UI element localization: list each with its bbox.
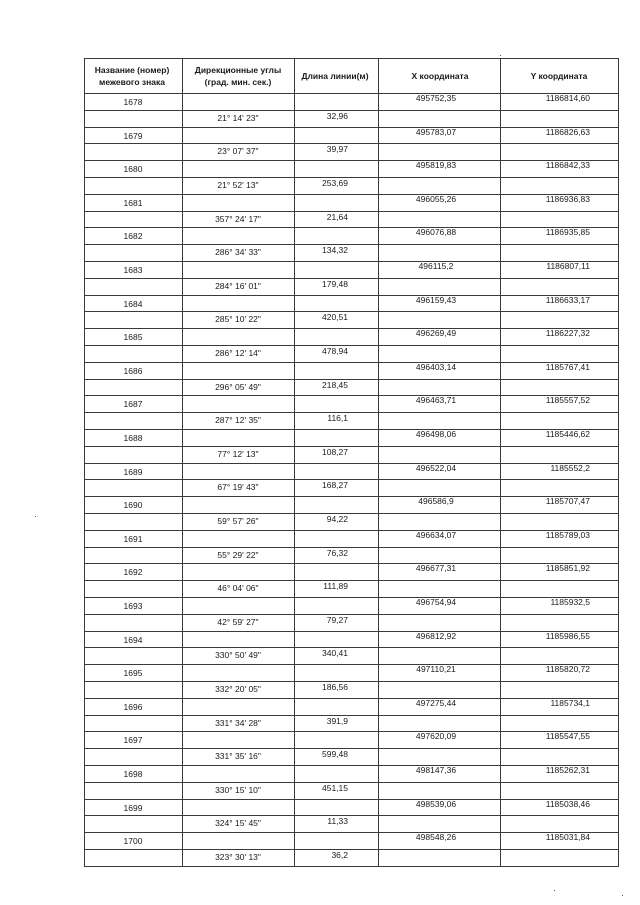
x-coordinate: 496812,92 (415, 631, 457, 641)
direction-angle: 21° 52' 13" (217, 180, 259, 190)
row-divider (84, 715, 619, 716)
y-coordinate: 1185734,1 (550, 698, 590, 708)
y-coordinate: 1186936,83 (545, 194, 590, 204)
x-coordinate: 498548,26 (415, 832, 457, 842)
line-length: 36,2 (331, 850, 348, 860)
point-name: 1687 (123, 399, 143, 409)
y-coordinate: 1186807,11 (546, 261, 590, 271)
direction-angle: 286° 12' 14" (215, 348, 261, 358)
row-divider (84, 211, 619, 212)
y-coordinate: 1185446,62 (545, 429, 590, 439)
y-coordinate: 1185767,41 (545, 362, 590, 372)
line-length: 79,27 (326, 615, 348, 625)
point-name: 1690 (123, 500, 143, 510)
line-length: 116,1 (327, 413, 348, 423)
point-name: 1699 (123, 803, 143, 813)
point-name: 1694 (123, 635, 143, 645)
x-coordinate: 495819,83 (415, 160, 457, 170)
point-name: 1689 (123, 467, 143, 477)
line-length: 186,56 (322, 682, 348, 692)
x-coordinate: 498147,36 (415, 765, 457, 775)
direction-angle: 77° 12' 13" (217, 449, 259, 459)
direction-angle: 23° 07' 37" (217, 146, 259, 156)
row-divider (84, 647, 619, 648)
x-coordinate: 497110,21 (416, 664, 456, 674)
point-name: 1684 (123, 299, 143, 309)
row-divider (84, 547, 619, 548)
point-name: 1682 (123, 231, 143, 241)
row-divider (84, 815, 619, 816)
direction-angle: 330° 15' 10" (215, 785, 261, 795)
x-coordinate: 495783,07 (415, 127, 457, 137)
line-length: 111,89 (323, 581, 348, 591)
scan-speck (500, 55, 501, 56)
line-length: 21,64 (326, 212, 348, 222)
row-divider (84, 177, 619, 178)
line-length: 134,32 (322, 245, 348, 255)
point-name: 1685 (123, 332, 143, 342)
point-name: 1680 (123, 164, 143, 174)
header-angle: Дирекционные углы (град. мин. сек.) (194, 65, 282, 87)
y-coordinate: 1185557,52 (545, 395, 590, 405)
row-divider (84, 782, 619, 783)
y-coordinate: 1186227,32 (545, 328, 590, 338)
point-name: 1700 (123, 836, 143, 846)
direction-angle: 286° 34' 33" (215, 247, 261, 257)
line-length: 253,69 (322, 178, 348, 188)
x-coordinate: 496403,14 (415, 362, 457, 372)
y-coordinate: 1186935,85 (545, 227, 590, 237)
point-name: 1693 (123, 601, 143, 611)
line-length: 76,32 (326, 548, 348, 558)
row-divider (84, 379, 619, 380)
point-name: 1686 (123, 366, 143, 376)
x-coordinate: 496115,2 (418, 261, 454, 271)
line-length: 218,45 (322, 380, 348, 390)
row-divider (84, 849, 619, 850)
x-coordinate: 495752,35 (415, 93, 457, 103)
x-coordinate: 496522,04 (415, 463, 457, 473)
scan-speck (554, 890, 555, 891)
direction-angle: 357° 24' 17" (215, 214, 261, 224)
line-length: 478,94 (322, 346, 348, 356)
scan-speck (35, 516, 36, 517)
point-name: 1691 (123, 534, 143, 544)
point-name: 1681 (123, 198, 143, 208)
x-coordinate: 496269,49 (415, 328, 457, 338)
y-coordinate: 1186826,63 (545, 127, 590, 137)
y-coordinate: 1185986,55 (545, 631, 590, 641)
line-length: 599,48 (322, 749, 348, 759)
line-length: 94,22 (326, 514, 348, 524)
y-coordinate: 1185552,2 (550, 463, 590, 473)
direction-angle: 323° 30' 13" (215, 852, 261, 862)
line-length: 108,27 (322, 447, 348, 457)
line-length: 340,41 (322, 648, 348, 658)
y-coordinate: 1185031,84 (545, 832, 590, 842)
direction-angle: 332° 20' 05" (215, 684, 261, 694)
y-coordinate: 1185547,55 (545, 731, 590, 741)
x-coordinate: 496076,88 (415, 227, 457, 237)
x-coordinate: 496754,94 (415, 597, 457, 607)
row-divider (84, 446, 619, 447)
direction-angle: 296° 05' 49" (215, 382, 261, 392)
y-coordinate: 1185789,03 (545, 530, 590, 540)
x-coordinate: 496159,43 (415, 295, 457, 305)
point-name: 1688 (123, 433, 143, 443)
direction-angle: 331° 34' 28" (215, 718, 261, 728)
line-length: 11,33 (327, 816, 348, 826)
direction-angle: 330° 50' 49" (215, 650, 261, 660)
line-length: 420,51 (322, 312, 348, 322)
row-divider (84, 866, 619, 867)
line-length: 168,27 (322, 480, 348, 490)
x-coordinate: 498539,06 (415, 799, 457, 809)
y-coordinate: 1185038,46 (545, 799, 590, 809)
header-name: Название (номер) межевого знака (94, 65, 170, 87)
direction-angle: 59° 57' 26" (217, 516, 259, 526)
row-divider (84, 748, 619, 749)
row-divider (84, 580, 619, 581)
row-divider (84, 244, 619, 245)
y-coordinate: 1186633,17 (545, 295, 590, 305)
x-coordinate: 496677,31 (415, 563, 457, 573)
header-y: Y координата (530, 71, 588, 81)
x-coordinate: 496055,26 (415, 194, 457, 204)
x-coordinate: 497275,44 (415, 698, 457, 708)
point-name: 1698 (123, 769, 143, 779)
x-coordinate: 496586,9 (418, 496, 454, 506)
direction-angle: 284° 16' 01" (215, 281, 261, 291)
line-length: 451,15 (322, 783, 348, 793)
row-divider (84, 345, 619, 346)
y-coordinate: 1185262,31 (545, 765, 590, 775)
point-name: 1695 (123, 668, 143, 678)
scan-speck (622, 895, 623, 896)
row-divider (84, 412, 619, 413)
direction-angle: 46° 04' 06" (217, 583, 259, 593)
line-length: 391,9 (326, 716, 348, 726)
point-name: 1697 (123, 735, 143, 745)
y-coordinate: 1186842,33 (545, 160, 590, 170)
line-length: 179,48 (322, 279, 348, 289)
direction-angle: 331° 35' 16" (215, 751, 261, 761)
point-name: 1692 (123, 567, 143, 577)
point-name: 1683 (123, 265, 143, 275)
direction-angle: 42° 59' 27" (217, 617, 259, 627)
x-coordinate: 497620,09 (415, 731, 457, 741)
point-name: 1678 (123, 97, 143, 107)
header-x: X координата (411, 71, 469, 81)
row-divider (84, 681, 619, 682)
row-divider (84, 278, 619, 279)
x-coordinate: 496634,07 (415, 530, 457, 540)
y-coordinate: 1186814,60 (545, 93, 590, 103)
line-length: 39,97 (326, 144, 348, 154)
y-coordinate: 1185707,47 (545, 496, 590, 506)
x-coordinate: 496498,06 (415, 429, 457, 439)
direction-angle: 324° 15' 45" (215, 818, 261, 828)
y-coordinate: 1185932,5 (550, 597, 590, 607)
line-length: 32,96 (326, 111, 348, 121)
row-divider (84, 110, 619, 111)
direction-angle: 285° 10' 22" (215, 314, 261, 324)
point-name: 1679 (123, 131, 143, 141)
direction-angle: 67° 19' 43" (217, 482, 259, 492)
y-coordinate: 1185851,92 (545, 563, 590, 573)
y-coordinate: 1185820,72 (545, 664, 590, 674)
direction-angle: 287° 12' 35" (215, 415, 261, 425)
row-divider (84, 311, 619, 312)
row-divider (84, 479, 619, 480)
direction-angle: 55° 29' 22" (217, 550, 259, 560)
header-length: Длина линии(м) (301, 71, 369, 81)
point-name: 1696 (123, 702, 143, 712)
row-divider (84, 58, 619, 59)
direction-angle: 21° 14' 23" (217, 113, 259, 123)
row-divider (84, 513, 619, 514)
row-divider (84, 614, 619, 615)
row-divider (84, 143, 619, 144)
x-coordinate: 496463,71 (415, 395, 457, 405)
